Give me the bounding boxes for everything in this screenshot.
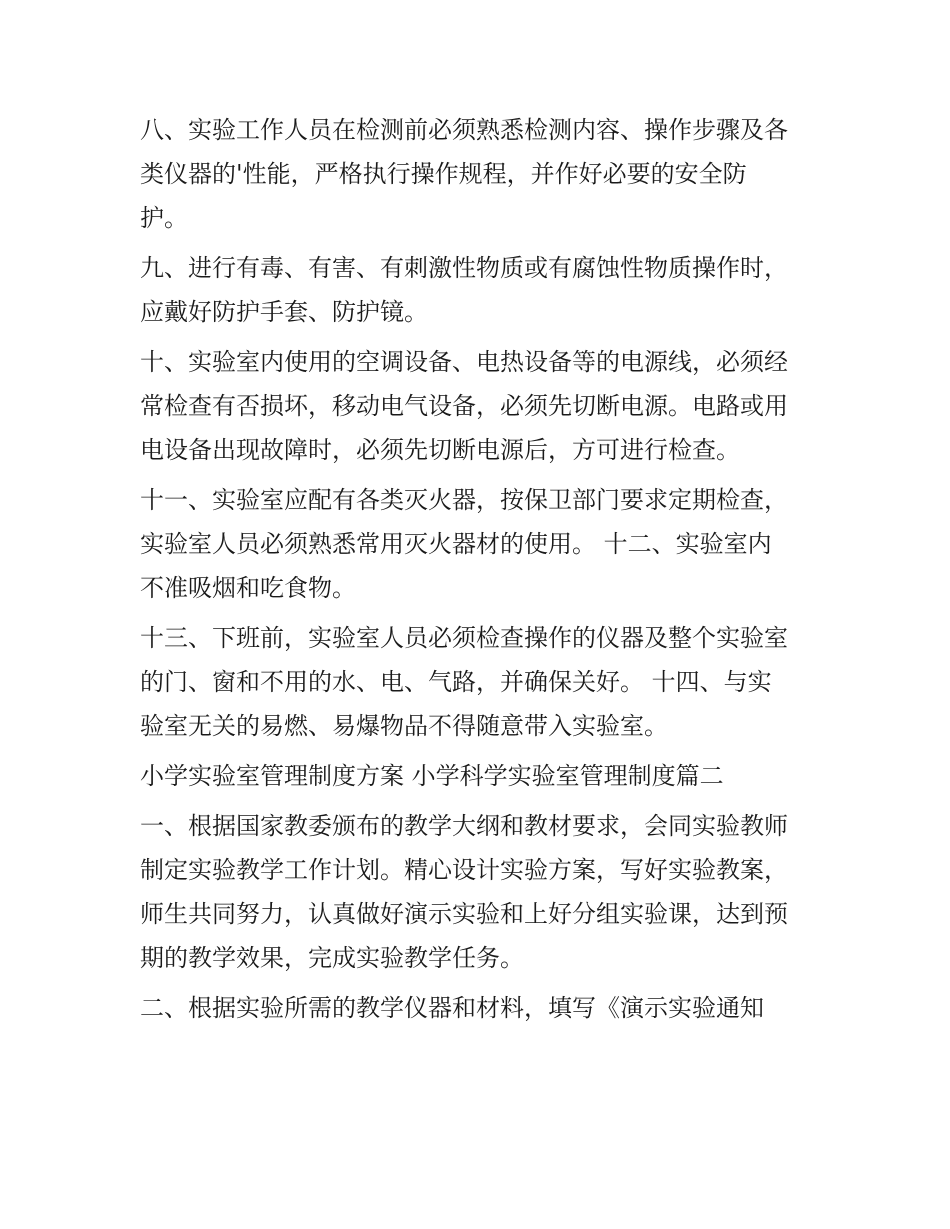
text-line: 期的教学效果，完成实验教学任务。 bbox=[140, 944, 524, 972]
heading-line: 小学实验室管理制度方案 小学科学实验室管理制度篇二 bbox=[140, 762, 724, 790]
paragraph-rule-13-14 bbox=[140, 616, 820, 748]
text-line: 九、进行有毒、有害、有刺激性物质或有腐蚀性物质操作时， bbox=[140, 254, 788, 282]
document-body bbox=[140, 108, 820, 1036]
paragraph-rule-9 bbox=[140, 246, 820, 334]
paragraph-rule-8 bbox=[140, 108, 820, 240]
text-line: 十一、实验室应配有各类灭火器，按保卫部门要求定期检查， bbox=[140, 486, 788, 514]
text-line: 不准吸烟和吃食物。 bbox=[140, 574, 356, 602]
text-line: 二、根据实验所需的教学仪器和材料，填写《演示实验通知 bbox=[140, 994, 764, 1022]
text-line: 师生共同努力，认真做好演示实验和上好分组实验课，达到预 bbox=[140, 900, 788, 928]
text-line: 护。 bbox=[140, 204, 188, 232]
section-heading bbox=[140, 754, 820, 798]
text-line: 实验室人员必须熟悉常用灭火器材的使用。 十二、实验室内 bbox=[140, 530, 772, 558]
text-line: 应戴好防护手套、防护镜。 bbox=[140, 298, 428, 326]
text-line: 类仪器的'性能，严格执行操作规程，并作好必要的安全防 bbox=[140, 160, 747, 188]
text-line: 验室无关的易燃、易爆物品不得随意带入实验室。 bbox=[140, 712, 668, 740]
paragraph-rule-10 bbox=[140, 340, 820, 472]
text-line: 电设备出现故障时，必须先切断电源后，方可进行检查。 bbox=[140, 436, 740, 464]
text-line: 八、实验工作人员在检测前必须熟悉检测内容、操作步骤及各 bbox=[140, 116, 788, 144]
paragraph-rule-11-12 bbox=[140, 478, 820, 610]
paragraph-part2-rule-1 bbox=[140, 804, 820, 980]
paragraph-part2-rule-2 bbox=[140, 986, 820, 1030]
text-line: 常检查有否损坏，移动电气设备，必须先切断电源。电路或用 bbox=[140, 392, 788, 420]
text-line: 十、实验室内使用的空调设备、电热设备等的电源线，必须经 bbox=[140, 348, 788, 376]
text-line: 的门、窗和不用的水、电、气路，并确保关好。 十四、与实 bbox=[140, 668, 772, 696]
text-line: 一、根据国家教委颁布的教学大纲和教材要求，会同实验教师 bbox=[140, 812, 788, 840]
text-line: 十三、下班前，实验室人员必须检查操作的仪器及整个实验室 bbox=[140, 624, 788, 652]
text-line: 制定实验教学工作计划。精心设计实验方案，写好实验教案， bbox=[140, 856, 788, 884]
